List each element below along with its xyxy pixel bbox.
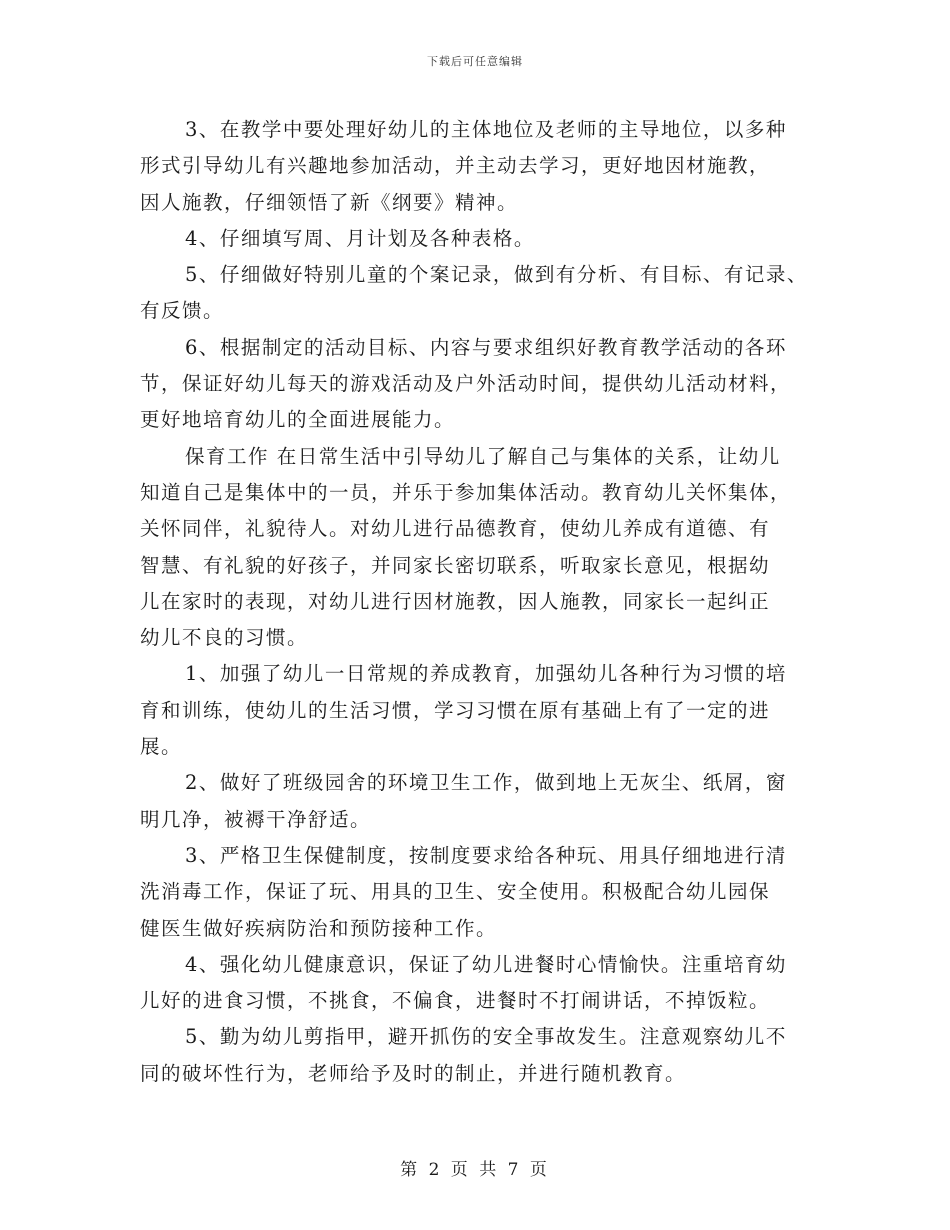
- text-line: 4、强化幼儿健康意识，保证了幼儿进餐时心情愉快。注重培育幼: [185, 952, 787, 976]
- page-header: 下载后可任意编辑: [427, 55, 523, 68]
- text-line: 知道自己是集体中的一员，并乐于参加集体活动。教育幼儿关怀集体，: [140, 480, 792, 504]
- text-line: 5、仔细做好特别儿童的个案记录，做到有分析、有目标、有记录、: [185, 263, 808, 287]
- text-line: 健医生做好疾病防治和预防接种工作。: [140, 916, 498, 940]
- text-line: 5、勤为幼儿剪指甲，避开抓伤的安全事故发生。注意观察幼儿不: [185, 1025, 787, 1049]
- text-line: 3、在教学中要处理好幼儿的主体地位及老师的主导地位，以多种: [185, 118, 787, 141]
- paragraph: [140, 330, 830, 439]
- text-line: 更好地培育幼儿的全面进展能力。: [140, 408, 456, 432]
- page-number: 第 2 页 共 7 页: [400, 1160, 550, 1180]
- paragraph: [140, 656, 830, 765]
- text-line: 因人施教，仔细领悟了新《纲要》精神。: [140, 190, 519, 214]
- text-line: 儿好的进食习惯，不挑食，不偏食，进餐时不打闹讲话，不掉饭粒。: [140, 989, 771, 1013]
- text-line: 3、严格卫生保健制度，按制度要求给各种玩、用具仔细地进行清: [185, 843, 787, 867]
- text-line: 2、做好了班级园舍的环境卫生工作，做到地上无灰尘、纸屑，窗: [185, 771, 787, 795]
- paragraph: [140, 439, 830, 657]
- paragraph: [140, 1019, 830, 1092]
- document-body: [140, 112, 830, 1092]
- text-line: 4、仔细填写周、月计划及各种表格。: [185, 226, 535, 250]
- text-line: 有反馈。: [140, 299, 225, 323]
- paragraph: [140, 112, 830, 221]
- paragraph: [140, 765, 830, 838]
- text-line: 洗消毒工作，保证了玩、用具的卫生、安全使用。积极配合幼儿园保: [140, 880, 771, 904]
- text-line: 幼儿不良的习惯。: [140, 626, 309, 650]
- text-line: 节，保证好幼儿每天的游戏活动及户外活动时间，提供幼儿活动材料，: [140, 372, 792, 396]
- text-line: 6、根据制定的活动目标、内容与要求组织好教育教学活动的各环: [185, 335, 787, 359]
- paragraph: [140, 947, 830, 1020]
- paragraph: [140, 257, 830, 330]
- text-line: 明几净，被褥干净舒适。: [140, 807, 372, 831]
- text-line: 关怀同伴，礼貌待人。对幼儿进行品德教育，使幼儿养成有道德、有: [140, 517, 771, 541]
- text-line: 育和训练，使幼儿的生活习惯，学习习惯在原有基础上有了一定的进: [140, 698, 771, 722]
- text-line: 形式引导幼儿有兴趣地参加活动，并主动去学习，更好地因材施教，: [140, 154, 771, 178]
- paragraph: [140, 221, 830, 257]
- text-line: 同的破坏性行为，老师给予及时的制止，并进行随机教育。: [140, 1061, 687, 1085]
- text-line: 保育工作 在日常生活中引导幼儿了解自己与集体的关系，让幼儿: [185, 444, 781, 468]
- text-line: 1、加强了幼儿一日常规的养成教育，加强幼儿各种行为习惯的培: [185, 662, 787, 686]
- paragraph: [140, 838, 830, 947]
- text-line: 儿在家时的表现，对幼儿进行因材施教，因人施教，同家长一起纠正: [140, 589, 771, 613]
- text-line: 展。: [140, 735, 183, 759]
- text-line: 智慧、有礼貌的好孩子，并同家长密切联系，听取家长意见，根据幼: [140, 553, 771, 577]
